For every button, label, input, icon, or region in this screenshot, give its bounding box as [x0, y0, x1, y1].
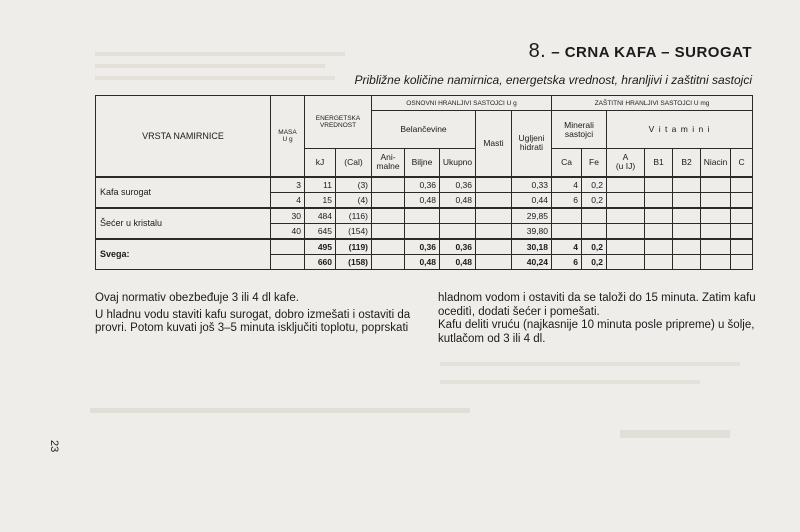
- cell-cal: (116): [336, 208, 372, 224]
- cell-masti: [476, 192, 512, 208]
- cell-animalne: [372, 192, 405, 208]
- cell-a: [607, 223, 645, 239]
- cell-ugljeni: 30,18: [512, 239, 552, 255]
- cell-biljne: 0,36: [405, 177, 440, 193]
- food-name: Svega:: [96, 239, 271, 270]
- cell-a: [607, 254, 645, 269]
- cell-fe: 0,2: [582, 192, 607, 208]
- header-vitamini: V i t a m i n i: [607, 111, 753, 149]
- cell-c: [731, 208, 753, 224]
- cell-niacin: [701, 192, 731, 208]
- header-cal: (Cal): [336, 149, 372, 177]
- cell-kj: 15: [305, 192, 336, 208]
- cell-masa: 30: [271, 208, 305, 224]
- header-ukupno: Ukupno: [440, 149, 476, 177]
- cell-b1: [645, 223, 673, 239]
- cell-masti: [476, 239, 512, 255]
- cell-kj: 484: [305, 208, 336, 224]
- cell-ugljeni: 39,80: [512, 223, 552, 239]
- cell-ukupno: 0,36: [440, 239, 476, 255]
- cell-ugljeni: 29,85: [512, 208, 552, 224]
- header-a-label: A: [622, 152, 629, 163]
- cell-ca: [552, 223, 582, 239]
- nutrition-table: [95, 95, 753, 270]
- cell-a: [607, 239, 645, 255]
- header-a-unit: (u IJ): [615, 161, 636, 172]
- cell-kj: 660: [305, 254, 336, 269]
- page-number: 23: [48, 440, 60, 453]
- table-row: [96, 239, 753, 255]
- header-osnovni: OSNOVNI HRANLJIVI SASTOJCI U g: [372, 96, 552, 111]
- cell-c: [731, 254, 753, 269]
- cell-cal: (154): [336, 223, 372, 239]
- table-row: [96, 177, 753, 193]
- cell-kj: 11: [305, 177, 336, 193]
- header-b1: B1: [645, 149, 673, 177]
- cell-ukupno: [440, 208, 476, 224]
- cell-biljne: 0,48: [405, 254, 440, 269]
- paragraph: Kafu deliti vruću (najkasnije 10 minuta posle pripreme) u šolje, kutlačom od 3 ili 4 dl.: [438, 319, 755, 345]
- cell-masa: 40: [271, 223, 305, 239]
- section-title: – CRNA KAFA – SUROGAT: [551, 44, 752, 61]
- cell-masa: [271, 254, 305, 269]
- cell-fe: 0,2: [582, 254, 607, 269]
- cell-animalne: [372, 177, 405, 193]
- cell-masa: 3: [271, 177, 305, 193]
- cell-animalne: [372, 239, 405, 255]
- cell-b1: [645, 254, 673, 269]
- cell-fe: 0,2: [582, 177, 607, 193]
- cell-biljne: [405, 223, 440, 239]
- cell-ca: 4: [552, 177, 582, 193]
- paragraph: Ovaj normativ obezbeđuje 3 ili 4 dl kafe.: [95, 292, 299, 304]
- cell-a: [607, 177, 645, 193]
- cell-cal: (4): [336, 192, 372, 208]
- header-masa-label: MASA: [278, 128, 297, 136]
- cell-ugljeni: 40,24: [512, 254, 552, 269]
- left-column: [95, 292, 417, 336]
- cell-a: [607, 208, 645, 224]
- section-number: 8.: [528, 40, 547, 62]
- header-energetska: ENERGETSKA VREDNOST: [305, 96, 372, 149]
- cell-niacin: [701, 223, 731, 239]
- cell-niacin: [701, 177, 731, 193]
- header-vrsta: VRSTA NAMIRNICE: [96, 96, 271, 177]
- cell-niacin: [701, 239, 731, 255]
- cell-niacin: [701, 254, 731, 269]
- cell-ca: 6: [552, 192, 582, 208]
- cell-c: [731, 239, 753, 255]
- cell-b2: [673, 223, 701, 239]
- cell-b2: [673, 208, 701, 224]
- cell-ugljeni: 0,33: [512, 177, 552, 193]
- header-biljne: Biljne: [405, 149, 440, 177]
- page-heading: [440, 40, 752, 63]
- cell-b1: [645, 239, 673, 255]
- cell-b2: [673, 177, 701, 193]
- food-name: Šećer u kristalu: [96, 208, 271, 239]
- cell-animalne: [372, 208, 405, 224]
- header-masti: Masti: [476, 111, 512, 177]
- cell-ukupno: [440, 223, 476, 239]
- cell-niacin: [701, 208, 731, 224]
- header-fe: Fe: [582, 149, 607, 177]
- cell-ca: 6: [552, 254, 582, 269]
- header-minerali: Minerali sastojci: [552, 111, 607, 149]
- cell-c: [731, 177, 753, 193]
- food-name: Kafa surogat: [96, 177, 271, 208]
- cell-c: [731, 192, 753, 208]
- cell-fe: [582, 208, 607, 224]
- right-column: [438, 292, 756, 346]
- cell-ukupno: 0,48: [440, 254, 476, 269]
- cell-b1: [645, 192, 673, 208]
- cell-ca: 4: [552, 239, 582, 255]
- paragraph: U hladnu vodu staviti kafu surogat, dobro izmešati i ostaviti da provri. Potom kuvati još 3–5 minuta isključiti toplotu, poprskati: [95, 308, 411, 334]
- cell-cal: (119): [336, 239, 372, 255]
- cell-b2: [673, 254, 701, 269]
- header-ca: Ca: [552, 149, 582, 177]
- header-zastitni: ZAŠTITNI HRANLJIVI SASTOJCI U mg: [552, 96, 753, 111]
- cell-kj: 645: [305, 223, 336, 239]
- cell-masti: [476, 208, 512, 224]
- header-niacin: Niacin: [701, 149, 731, 177]
- cell-masti: [476, 223, 512, 239]
- cell-c: [731, 223, 753, 239]
- cell-b2: [673, 192, 701, 208]
- header-kj: kJ: [305, 149, 336, 177]
- header-animalne: Ani-malne: [372, 149, 405, 177]
- cell-animalne: [372, 223, 405, 239]
- cell-b1: [645, 177, 673, 193]
- cell-cal: (3): [336, 177, 372, 193]
- cell-fe: [582, 223, 607, 239]
- table-subtitle: Približne količine namirnica, energetska vrednost, hranljivi i zaštitni sastojci: [354, 73, 752, 87]
- cell-b2: [673, 239, 701, 255]
- cell-ca: [552, 208, 582, 224]
- header-c: C: [731, 149, 753, 177]
- cell-masti: [476, 254, 512, 269]
- cell-masti: [476, 177, 512, 193]
- cell-biljne: [405, 208, 440, 224]
- table-row: [96, 208, 753, 224]
- cell-fe: 0,2: [582, 239, 607, 255]
- header-masa-unit: U g: [282, 135, 293, 143]
- cell-a: [607, 192, 645, 208]
- header-masa: [271, 96, 305, 177]
- cell-kj: 495: [305, 239, 336, 255]
- cell-biljne: 0,48: [405, 192, 440, 208]
- cell-biljne: 0,36: [405, 239, 440, 255]
- cell-masa: [271, 239, 305, 255]
- cell-animalne: [372, 254, 405, 269]
- cell-b1: [645, 208, 673, 224]
- header-belancevine: Belančevine: [372, 111, 476, 149]
- cell-ugljeni: 0,44: [512, 192, 552, 208]
- paragraph: hladnom vodom i ostaviti da se taloži do 15 minuta. Zatim kafu oceditì, dodati šećer i pomešati.: [438, 292, 756, 318]
- header-b2: B2: [673, 149, 701, 177]
- header-ugljeni: Ugljeni hidrati: [512, 111, 552, 177]
- cell-masa: 4: [271, 192, 305, 208]
- header-a: [607, 149, 645, 177]
- cell-ukupno: 0,36: [440, 177, 476, 193]
- cell-ukupno: 0,48: [440, 192, 476, 208]
- cell-cal: (158): [336, 254, 372, 269]
